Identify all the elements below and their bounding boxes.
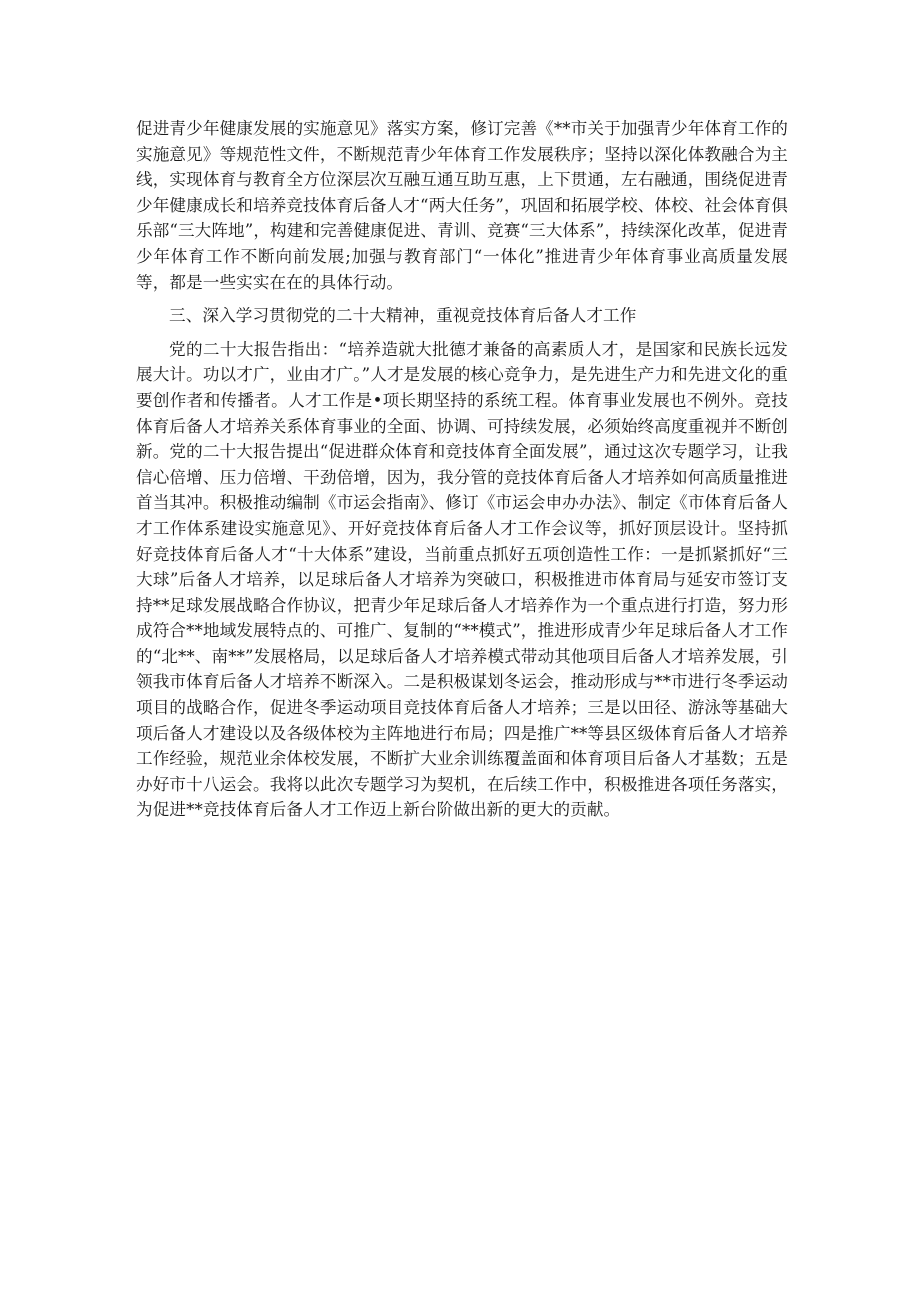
- section-heading: 三、深入学习贯彻党的二十大精神，重视竞技体育后备人才工作: [169, 306, 637, 326]
- document-body: [136, 116, 788, 823]
- body-paragraph-continued: 促进青少年健康发展的实施意见》落实方案，修订完善《**市关于加强青少年体育工作的实施意见》等规范性文件，不断规范青少年体育工作发展秩序；坚持以深化体教融合为主线，实现体育与教育全方位深层次互融互通互助互惠，上下贯通，左右融通，围绕促进青少年健康成长和培养竞技体育后备人才“两大任务”，巩固和拓展学校、体校、社会体育俱乐部“三大阵地”，构建和完善健康促进、青训、竞赛“三大体系”，持续深化改革，促进青少年体育工作不断向前发展;加强与教育部门“一体化”推进青少年体育事业高质量发展等，都是一些实实在在的具体行动。: [136, 119, 788, 292]
- body-paragraph: 党的二十大报告指出：“培养造就大批德才兼备的高素质人才，是国家和民族长远发展大计。功以才广，业由才广。”人才是发展的核心竞争力，是先进生产力和先进文化的重要创作者和传播者。人才工作是•项长期坚持的系统工程。体育事业发展也不例外。竞技体育后备人才培养关系体育事业的全面、协调、可持续发展，必须始终高度重视并不断创新。党的二十大报告提出“促进群众体育和竞技体育全面发展”，通过这次专题学习，让我信心倍增、压力倍增、干劲倍增，因为，我分管的竞技体育后备人才培养如何高质量推进首当其冲。积极推动编制《市运会指南》、修订《市运会申办办法》、制定《市体育后备人才工作体系建设实施意见》、开好竞技体育后备人才工作会议等，抓好顶层设计。坚持抓好竞技体育后备人才“十大体系”建设，当前重点抓好五项创造性工作：一是抓紧抓好“三大球”后备人才培养，以足球后备人才培养为突破口，积极推进市体育局与延安市签订支持**足球发展战略合作协议，把青少年足球后备人才培养作为一个重点进行打造，努力形成符合**地域发展特点的、可推广、复制的“**模式”，推进形成青少年足球后备人才工作的“北**、南**”发展格局，以足球后备人才培养模式带动其他项目后备人才培养发展，引领我市体育后备人才培养不断深入。二是积极谋划冬运会，推动形成与**市进行冬季运动项目的战略合作，促进冬季运动项目竞技体育后备人才培养；三是以田径、游泳等基础大项后备人才建设以及各级体校为主阵地进行布局；四是推广**等县区级体育后备人才培养工作经验，规范业余体校发展，不断扩大业余训练覆盖面和体育项目后备人才基数；五是办好市十八运会。我将以此次专题学习为契机，在后续工作中，积极推进各项任务落实，为促进**竞技体育后备人才工作迈上新台阶做出新的更大的贡献。: [136, 339, 788, 820]
